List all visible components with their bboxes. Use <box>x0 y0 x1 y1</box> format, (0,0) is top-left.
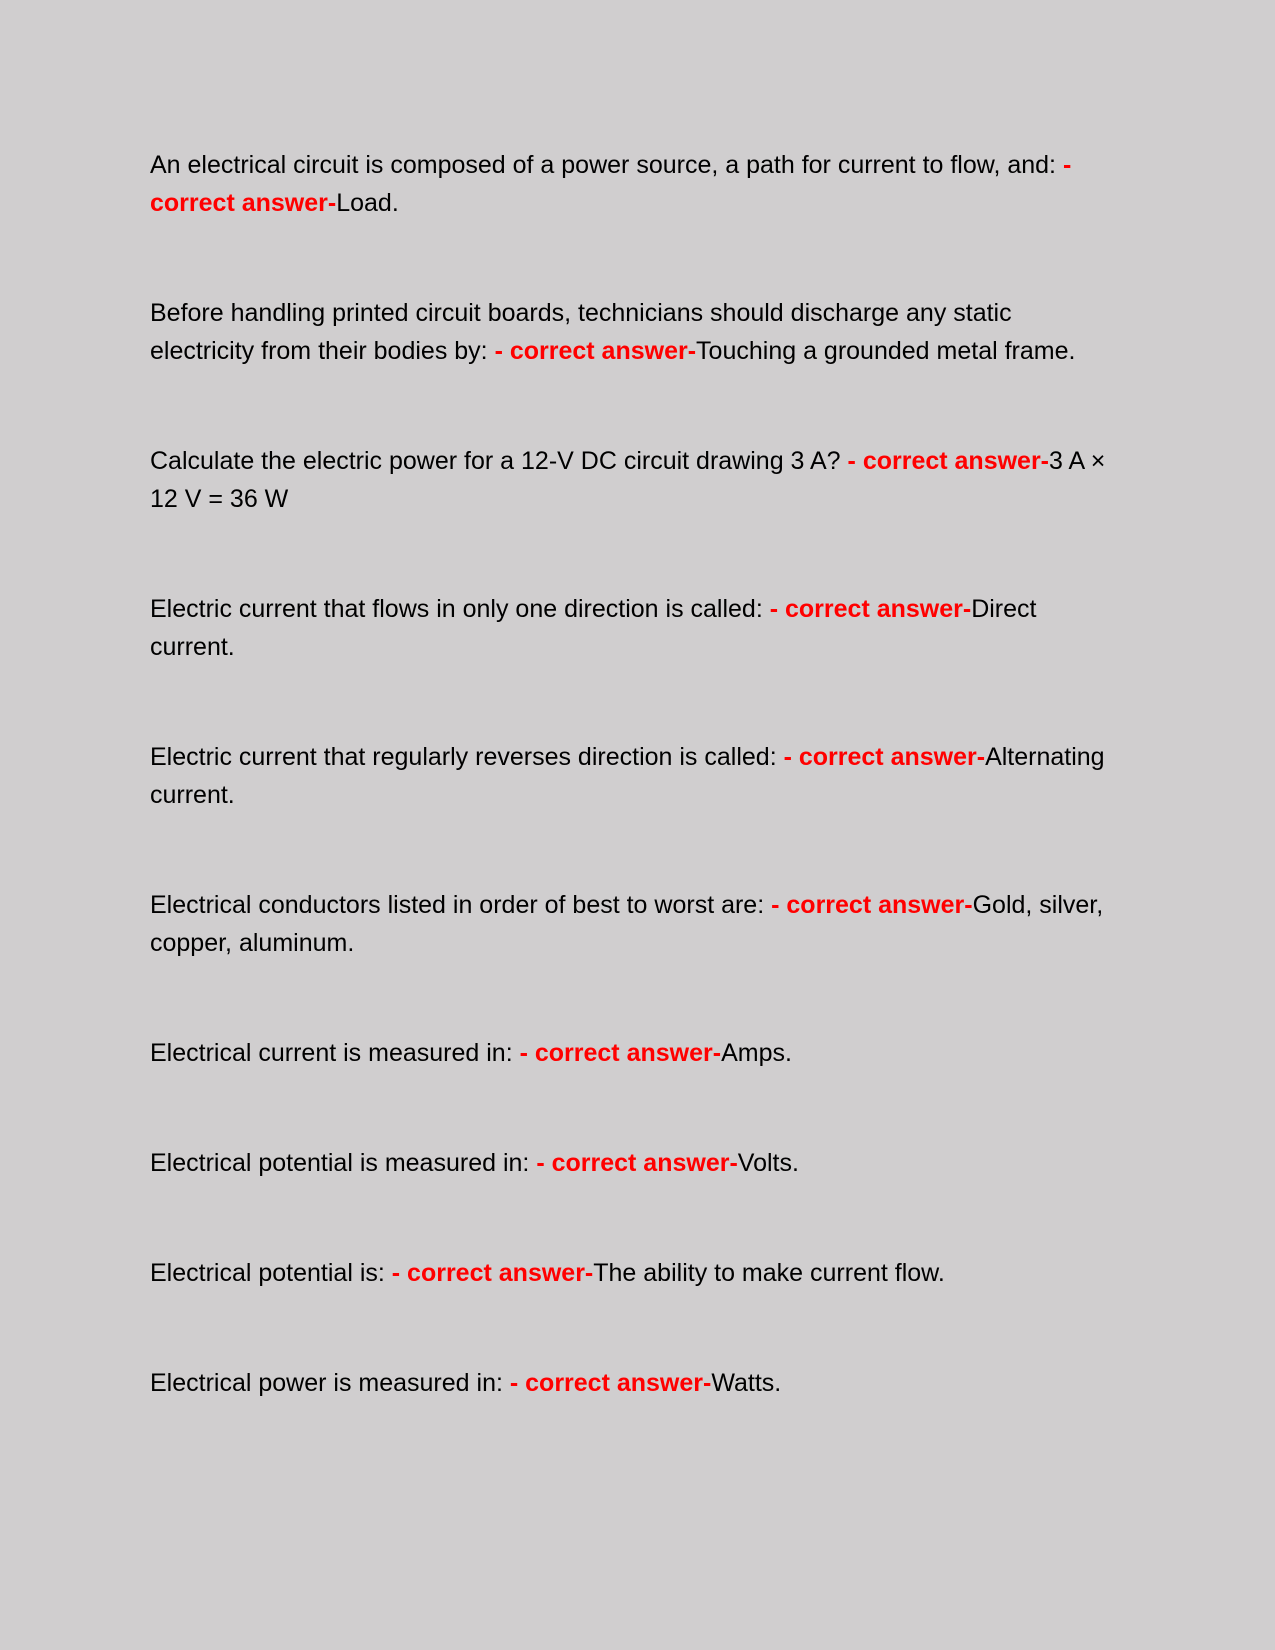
question-text: Electric current that regularly reverses direction is called: <box>150 743 777 771</box>
qa-item-8 <box>150 1144 1120 1182</box>
answer-text: Load. <box>336 189 399 217</box>
answer-separator: - correct answer- <box>783 743 986 771</box>
qa-item-3 <box>150 442 1120 518</box>
answer-text: Amps. <box>721 1039 792 1067</box>
answer-text: Touching a grounded metal frame. <box>696 337 1076 365</box>
answer-text: Volts. <box>737 1149 799 1177</box>
question-text: Before handling printed circuit boards, technicians should discharge any static electricity from their bodies by: <box>150 299 1012 365</box>
answer-separator: - correct answer- <box>494 337 697 365</box>
answer-separator: - correct answer- <box>150 151 1072 217</box>
answer-separator: - correct answer- <box>519 1039 722 1067</box>
qa-item-2 <box>150 294 1120 370</box>
answer-text: 3 A × 12 V = 36 W <box>150 447 1106 513</box>
qa-item-7 <box>150 1034 1120 1072</box>
answer-text: Direct current. <box>150 595 1037 661</box>
answer-separator: - correct answer- <box>391 1259 594 1287</box>
question-text: An electrical circuit is composed of a power source, a path for current to flow, and: <box>150 151 1056 179</box>
answer-text: Gold, silver, copper, aluminum. <box>150 891 1104 957</box>
question-text: Electrical current is measured in: <box>150 1039 513 1067</box>
answer-separator: - correct answer- <box>509 1369 712 1397</box>
answer-separator: - correct answer- <box>536 1149 738 1177</box>
question-text: Electrical potential is measured in: <box>150 1149 530 1177</box>
qa-item-5 <box>150 738 1120 814</box>
answer-separator: - correct answer- <box>847 447 1050 475</box>
question-text: Electrical potential is: <box>150 1259 385 1287</box>
answer-text: Alternating current. <box>150 743 1105 809</box>
qa-item-1 <box>150 146 1120 222</box>
qa-item-6 <box>150 886 1120 962</box>
qa-item-9 <box>150 1254 1120 1292</box>
answer-separator: - correct answer- <box>769 595 972 623</box>
qa-item-10 <box>150 1364 1120 1402</box>
question-text: Electrical power is measured in: <box>150 1369 503 1397</box>
qa-item-4 <box>150 590 1120 666</box>
answer-text: Watts. <box>711 1369 782 1397</box>
document-page <box>150 146 1120 1474</box>
question-text: Calculate the electric power for a 12-V DC circuit drawing 3 A? <box>150 447 841 475</box>
answer-text: The ability to make current flow. <box>593 1259 945 1287</box>
question-text: Electric current that flows in only one direction is called: <box>150 595 763 623</box>
question-text: Electrical conductors listed in order of best to worst are: <box>150 891 765 919</box>
answer-separator: - correct answer- <box>771 891 973 919</box>
